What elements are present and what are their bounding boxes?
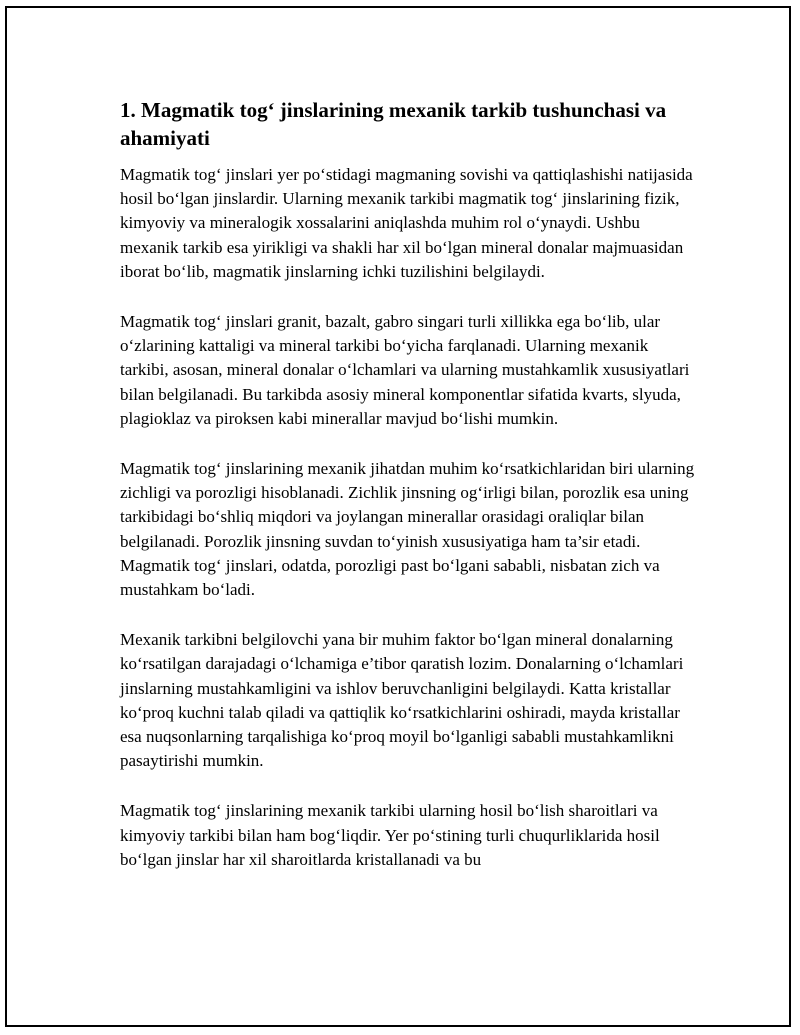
paragraph-5: Magmatik tog‘ jinslarining mexanik tarkibi ularning hosil bo‘lish sharoitlari va kimyoviy tarkibi bilan ham bog‘liqdir. Yer po‘stining turli chuqurliklarida hosil bo‘lgan jinslar har xil sharoitlarda kristallanadi va bu (120, 801, 660, 869)
page-frame (5, 6, 791, 1027)
paragraph-3: Magmatik tog‘ jinslarining mexanik jihatdan muhim ko‘rsatkichlaridan biri ularning zichligi va porozligi hisoblanadi. Zichlik jinsning og‘irligi bilan, porozlik esa uning tarkibidagi bo‘shliq miqdori va joylangan minerallar orasidagi oraliqlar bilan belgilanadi. Porozlik jinsning suvdan to‘yinish xususiyatiga ham ta’sir etadi. Magmatik tog‘ jinslari, odatda, porozligi past bo‘lgani sababli, nisbatan zich va mustahkam bo‘ladi. (120, 459, 695, 600)
section-heading: 1. Magmatik tog‘ jinslarining mexanik tarkib tushunchasi va ahamiyati (120, 98, 667, 150)
paragraph-4: Mexanik tarkibni belgilovchi yana bir muhim faktor bo‘lgan mineral donalarning ko‘rsatilgan darajadagi o‘lchamiga e’tibor qaratish lozim. Donalarning o‘lchamlari jinslarning mustahkamligini va ishlov beruvchanligini belgilaydi. Katta kristallar ko‘proq kuchni talab qiladi va qattiqlik ko‘rsatkichlarini oshiradi, mayda kristallar esa nuqsonlarning tarqalishiga ko‘proq moyil bo‘lganligi sababli mustahkamlikni pasaytirishi mumkin. (120, 630, 684, 771)
paragraph-1: Magmatik tog‘ jinslari yer po‘stidagi magmaning sovishi va qattiqlashishi natijasida hosil bo‘lgan jinslardir. Ularning mexanik tarkibi magmatik tog‘ jinslarining fizik, kimyoviy va mineralogik xossalarini aniqlashda muhim rol o‘ynaydi. Ushbu mexanik tarkib esa yirikligi va shakli har xil bo‘lgan mineral donalar majmuasidan iborat bo‘lib, magmatik jinslarning ichki tuzilishini belgilaydi. (120, 165, 693, 281)
document-body (120, 96, 695, 898)
paragraph-2: Magmatik tog‘ jinslari granit, bazalt, gabro singari turli xillikka ega bo‘lib, ular o‘zlarining kattaligi va mineral tarkibi bo‘yicha farqlanadi. Ularning mexanik tarkibi, asosan, mineral donalar o‘lchamlari va ularning mustahkamlik xususiyatlari bilan belgilanadi. Bu tarkibda asosiy mineral komponentlar sifatida kvarts, slyuda, plagioklaz va piroksen kabi minerallar mavjud bo‘lishi mumkin. (120, 312, 690, 428)
